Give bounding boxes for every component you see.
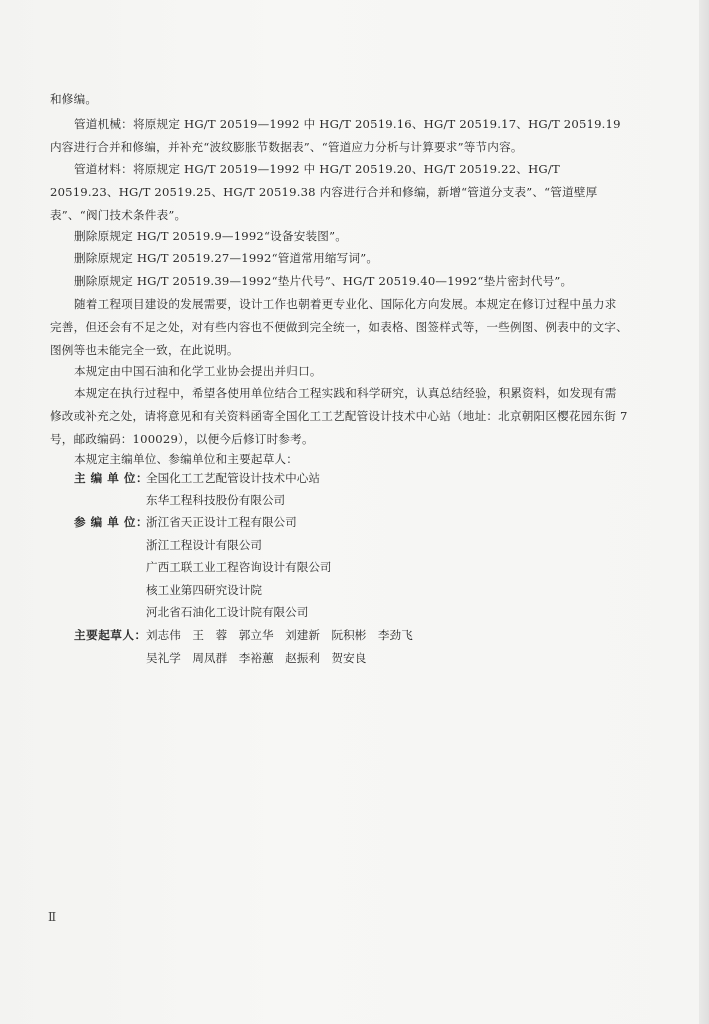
participating-unit-4: 核工业第四研究设计院 (146, 583, 262, 597)
drafters-label: 主要起草人： (74, 628, 147, 642)
chief-unit-2: 东华工程科技股份有限公司 (146, 493, 286, 507)
paragraph-delete-abbrev: 删除原规定 HG/T 20519.27—1992“管道常用缩写词”。 (74, 251, 379, 265)
participating-unit-3: 广西工联工业工程咨询设计有限公司 (146, 560, 332, 574)
participating-unit-1: 浙江省天正设计工程有限公司 (146, 515, 297, 529)
chief-editor-label: 主 编 单 位： (74, 471, 149, 485)
paragraph-pipe-mechanics: 管道机械：将原规定 HG/T 20519—1992 中 HG/T 20519.16、HG/T 20519.17、HG/T 20519.19 内容进行合并和修编，并补充“波纹膨胀节数据表”、“管道应力分析与计算要求”等节内容。 (50, 117, 621, 154)
participating-label: 参 编 单 位： (74, 515, 149, 529)
drafters-line-1: 刘志伟 王 蓉 郭立华 刘建新 阮积彬 李劲飞 (146, 628, 413, 642)
paragraph-proposer: 本规定由中国石油和化学工业协会提出并归口。 (74, 364, 322, 378)
page-number: Ⅱ (48, 910, 57, 924)
participating-unit-5: 河北省石油化工设计院有限公司 (146, 605, 309, 619)
paragraph-feedback: 本规定在执行过程中，希望各使用单位结合工程实践和科学研究，认真总结经验，积累资料，如发现有需修改或补充之处，请将意见和有关资料函寄全国化工工艺配管设计技术中心站（地址：北京朝阳区樱花园东街 7 号，邮政编码：100029），以便今后修订时参考。 (50, 386, 628, 446)
paragraph-pipe-materials: 管道材料：将原规定 HG/T 20519—1992 中 HG/T 20519.20、HG/T 20519.22、HG/T 20519.23、HG/T 20519.25、HG/T 20519.38 内容进行合并和修编，新增“管道分支表”、“管道壁厚表”、“阀门技术条件表”。 (50, 162, 598, 222)
drafters-line-2: 吴礼学 周凤群 李裕蕙 赵振利 贺安良 (146, 651, 367, 665)
paragraph-delete-equipment: 删除原规定 HG/T 20519.9—1992“设备安装图”。 (74, 229, 348, 243)
page-edge-shadow (699, 0, 709, 1024)
participating-unit-2: 浙江工程设计有限公司 (146, 538, 262, 552)
paragraph-editors-intro: 本规定主编单位、参编单位和主要起草人： (74, 452, 299, 466)
paragraph-continuation: 和修编。 (50, 92, 98, 106)
paragraph-development: 随着工程项目建设的发展需要，设计工作也朝着更专业化、国际化方向发展。本规定在修订过程中虽力求完善，但还会有不足之处，对有些内容也不便做到完全统一，如表格、图签样式等，一些例图、例表中的文字、图例等也未能完全一致，在此说明。 (50, 297, 628, 357)
paragraph-delete-gasket: 删除原规定 HG/T 20519.39—1992“垫片代号”、HG/T 20519.40—1992“垫片密封代号”。 (74, 274, 573, 288)
chief-unit-1: 全国化工工艺配管设计技术中心站 (146, 471, 320, 485)
